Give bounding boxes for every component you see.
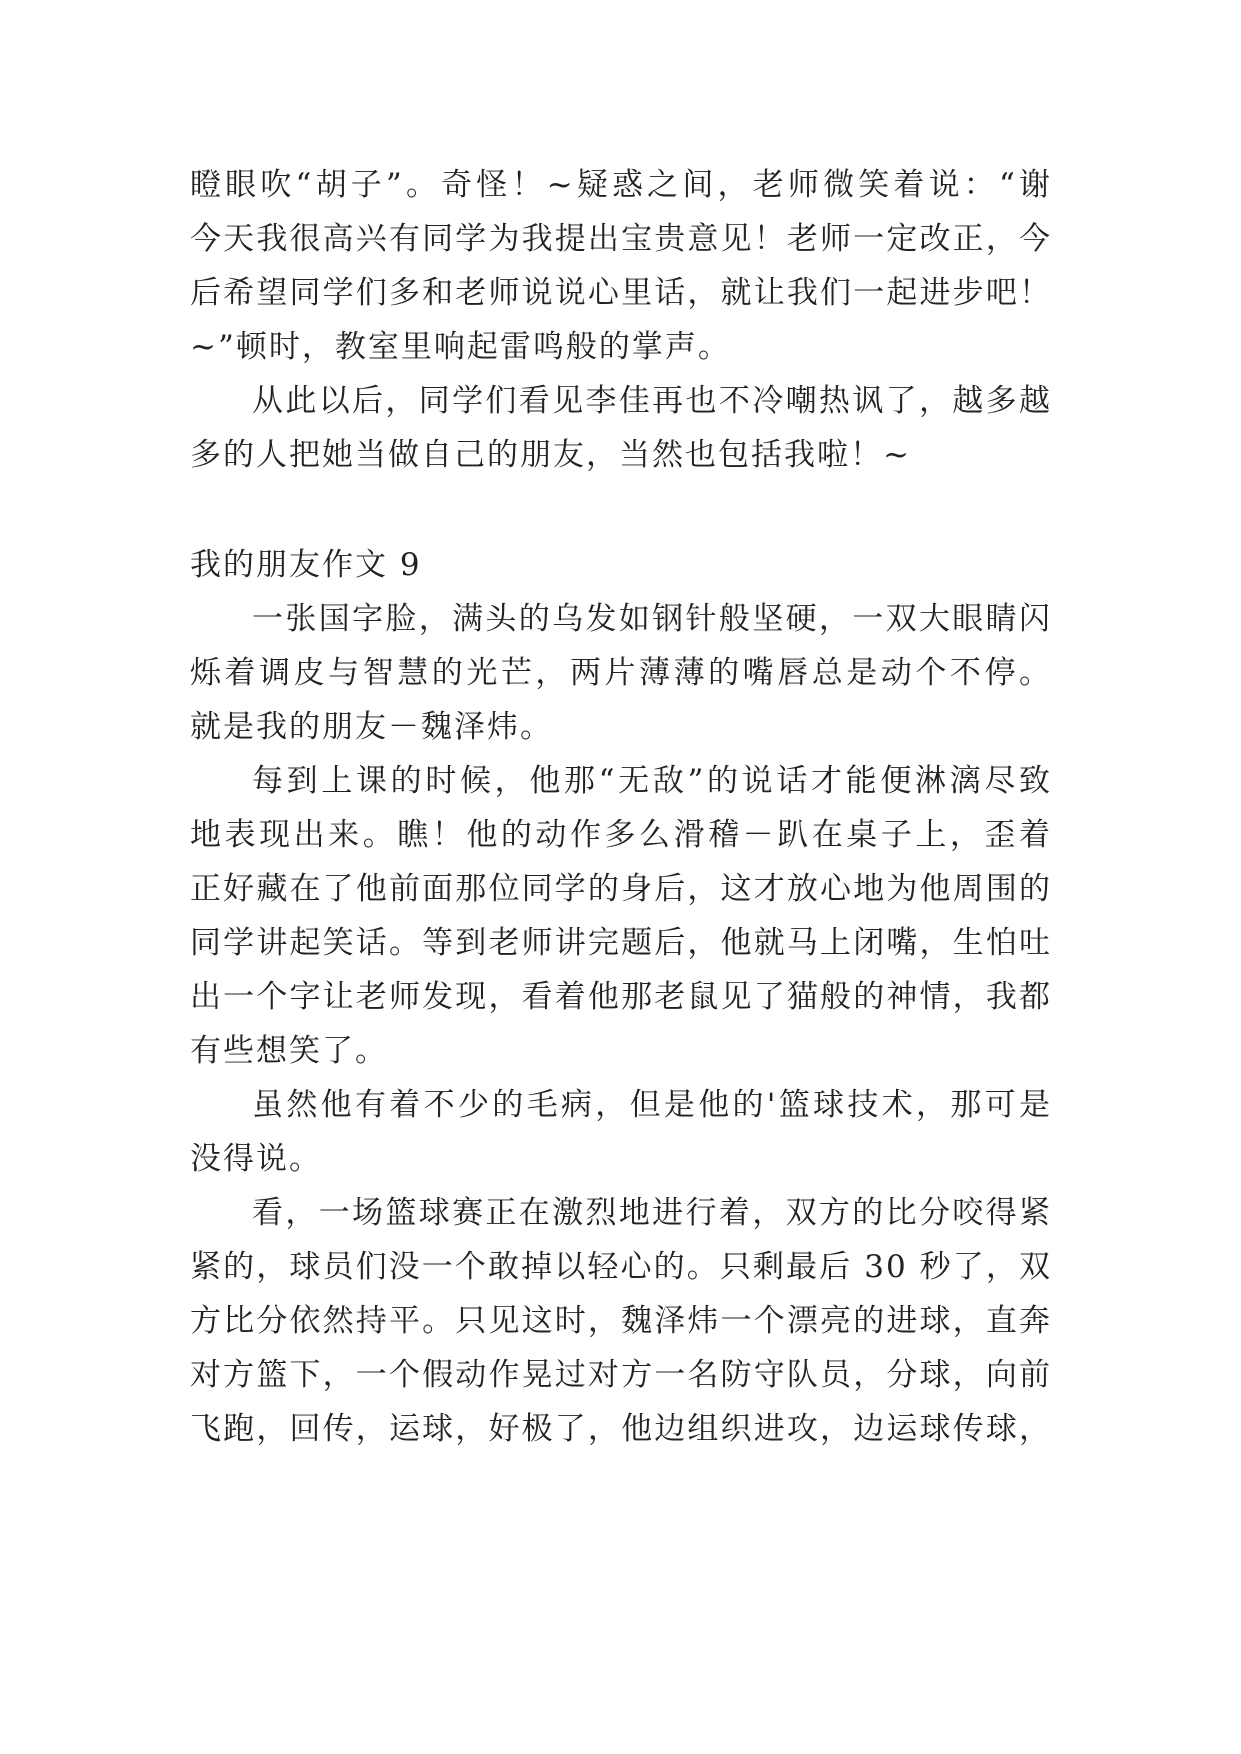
- section-heading: 我的朋友作文 9: [190, 547, 422, 583]
- text-line: 方比分依然持平。只见这时，魏泽炜一个漂亮的进球，直奔: [190, 1303, 1052, 1339]
- text-line: 没得说。: [190, 1141, 322, 1177]
- paragraph: [190, 1078, 1052, 1186]
- section-gap: [190, 482, 1052, 538]
- paragraph: [190, 754, 1052, 1078]
- text-line: 地表现出来。瞧！他的动作多么滑稽－趴在桌子上，歪着: [190, 817, 1052, 853]
- text-line: 虽然他有着不少的毛病，但是他的'篮球技术，那可是: [252, 1087, 1052, 1123]
- text-line: 飞跑，回传，运球，好极了，他边组织进攻，边运球传球，: [190, 1411, 1052, 1447]
- text-line: 每到上课的时候，他那“无敌”的说话才能便淋漓尽致: [252, 763, 1052, 799]
- text-line: ~”顿时，教室里响起雷鸣般的掌声。: [190, 329, 731, 365]
- text-line: 多的人把她当做自己的朋友，当然也包括我啦！~: [190, 437, 911, 473]
- text-line: 同学讲起笑话。等到老师讲完题后，他就马上闭嘴，生怕吐: [190, 925, 1052, 961]
- text-line: 对方篮下，一个假动作晃过对方一名防守队员，分球，向前: [190, 1357, 1052, 1393]
- document-page: [190, 158, 1052, 1456]
- text-line: 后希望同学们多和老师说说心里话，就让我们一起进步吧！: [190, 275, 1052, 311]
- paragraph: [190, 592, 1052, 754]
- text-line: 紧的，球员们没一个敢掉以轻心的。只剩最后 30 秒了，双: [190, 1249, 1052, 1285]
- text-line: 瞪眼吹“胡子”。奇怪！~疑惑之间，老师微笑着说：“谢: [190, 167, 1052, 203]
- paragraph: [190, 1186, 1052, 1456]
- text-line: 看，一场篮球赛正在激烈地进行着，双方的比分咬得紧: [252, 1195, 1052, 1231]
- text-line: 出一个字让老师发现，看着他那老鼠见了猫般的神情，我都: [190, 979, 1052, 1015]
- text-line: 就是我的朋友－魏泽炜。: [190, 709, 553, 745]
- text-line: 一张国字脸，满头的乌发如钢针般坚硬，一双大眼睛闪: [252, 601, 1052, 637]
- text-line: 正好藏在了他前面那位同学的身后，这才放心地为他周围的: [190, 871, 1052, 907]
- paragraph: [190, 158, 1052, 374]
- text-line: 今天我很高兴有同学为我提出宝贵意见！老师一定改正，今: [190, 221, 1052, 257]
- text-line: 有些想笑了。: [190, 1033, 388, 1069]
- text-line: 从此以后，同学们看见李佳再也不冷嘲热讽了，越多越: [252, 383, 1052, 419]
- text-line: 烁着调皮与智慧的光芒，两片薄薄的嘴唇总是动个不停。: [190, 655, 1052, 691]
- paragraph: [190, 374, 1052, 482]
